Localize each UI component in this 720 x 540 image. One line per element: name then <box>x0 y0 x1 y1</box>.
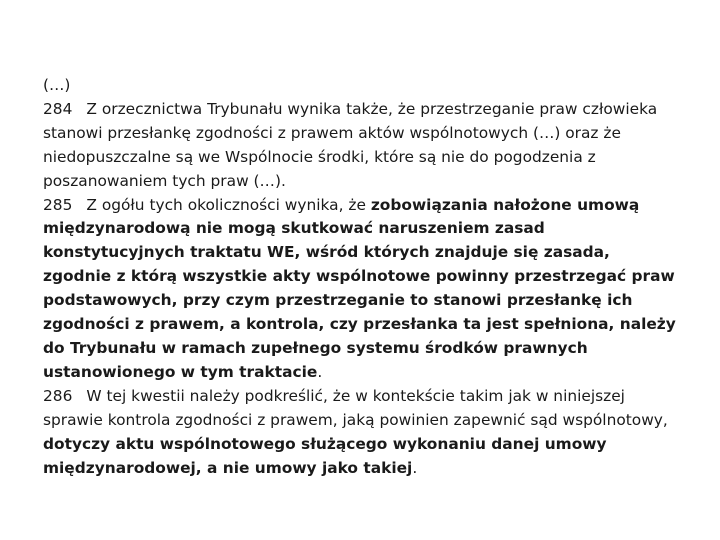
emphasized-text: dotyczy aktu wspólnotowego służącego wykonaniu danej umowy międzynarodowej, a nie umowy jako takiej <box>43 434 607 477</box>
paragraph-number: 284 <box>43 99 73 118</box>
paragraph-284 <box>43 98 683 194</box>
ellipsis-line: (…) <box>43 76 71 94</box>
paragraph-text: . <box>317 362 323 381</box>
paragraph-text: Z ogółu tych okoliczności wynika, że <box>86 195 371 214</box>
paragraph-285 <box>43 194 683 385</box>
paragraph-text: W tej kwestii należy podkreślić, że w kontekście takim jak w niniejszej sprawie kontrola zgodności z prawem, jaką powinien zapewnić sąd wspólnotowy, <box>43 386 668 429</box>
paragraph-number: 285 <box>43 195 73 214</box>
emphasized-text: zobowiązania nałożone umową międzynarodową nie mogą skutkować naruszeniem zasad konstytucyjnych traktatu WE, wśród których znajduje się zasada, zgodnie z którą wszystkie akty wspólnotowe powinny przestrzegać praw podstawowych, przy czym przestrzeganie to stanowi przesłankę ich zgodności z prawem, a kontrola, czy przesłanka ta jest spełniona, należy do Trybunału w ramach zupełnego systemu środków prawnych ustanowionego w tym traktacie <box>43 195 676 381</box>
paragraph-text: . <box>412 458 418 477</box>
judgment-excerpt <box>43 74 683 480</box>
paragraph-number: 286 <box>43 386 73 405</box>
paragraph-text: Z orzecznictwa Trybunału wynika także, że przestrzeganie praw człowieka stanowi przesłankę zgodności z prawem aktów wspólnotowych (…) oraz że niedopuszczalne są we Wspólnocie środki, które są nie do pogodzenia z poszanowaniem tych praw (…). <box>43 99 658 190</box>
paragraph-286 <box>43 385 683 481</box>
